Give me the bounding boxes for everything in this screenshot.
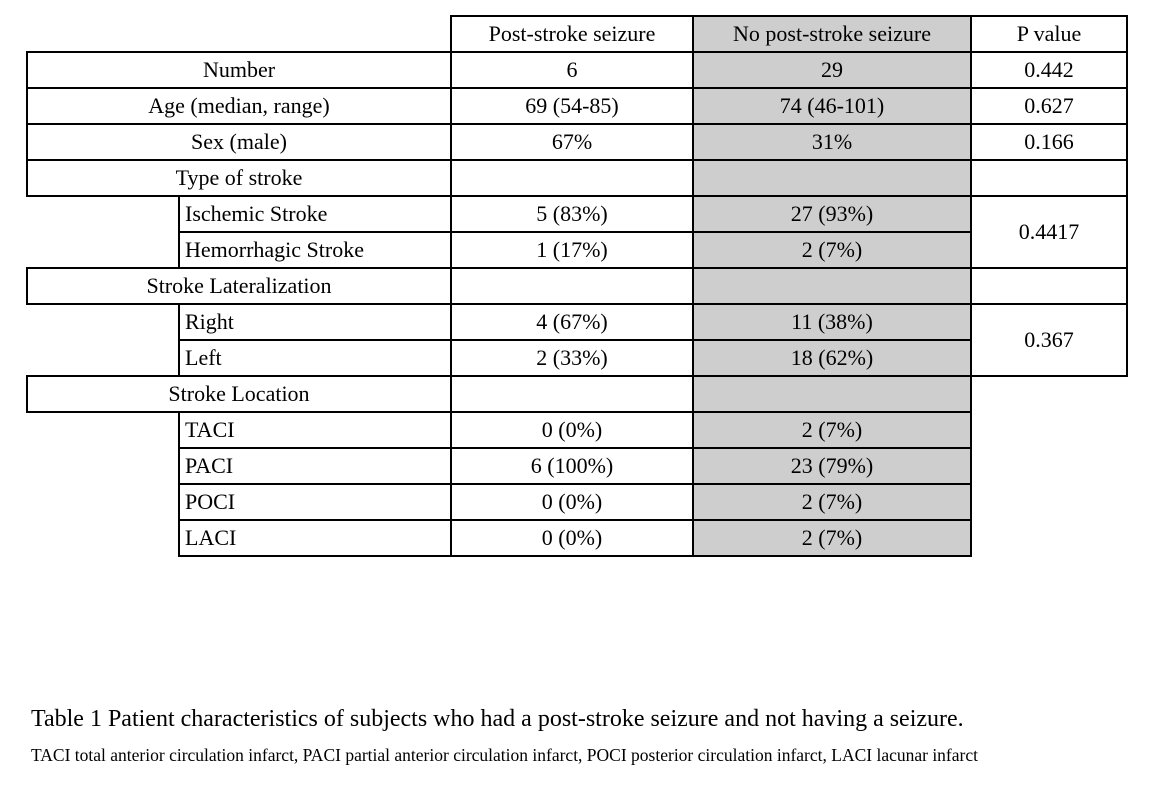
indent-spacer: [27, 448, 179, 484]
table-row-number: [27, 52, 1127, 88]
section-label: Stroke Lateralization: [27, 268, 451, 304]
table-row-left: [27, 340, 1127, 376]
row-label: Number: [27, 52, 451, 88]
column-header-no-post-stroke-seizure: No post-stroke seizure: [693, 16, 971, 52]
table-row-hemorrhagic-stroke: [27, 232, 1127, 268]
empty-cell: [971, 160, 1127, 196]
table-section-stroke-lateralization: [27, 268, 1127, 304]
section-label: Stroke Location: [27, 376, 451, 412]
cell-p-value-lateralization: 0.367: [971, 304, 1127, 376]
cell-no-post-stroke-seizure: 27 (93%): [693, 196, 971, 232]
indent-spacer: [27, 340, 179, 376]
patient-characteristics-table: [26, 15, 1128, 557]
cell-no-post-stroke-seizure: 2 (7%): [693, 520, 971, 556]
cell-p-value-type-of-stroke: 0.4417: [971, 196, 1127, 268]
empty-cell: [451, 160, 693, 196]
table-footnote: TACI total anterior circulation infarct, PACI partial anterior circulation infarct, POCI posterior circulation infarct, LACI lacunar infarct: [31, 745, 978, 765]
cell-post-stroke-seizure: 0 (0%): [451, 412, 693, 448]
indent-spacer: [27, 304, 179, 340]
empty-cell-highlighted: [693, 268, 971, 304]
row-sublabel: Left: [179, 340, 451, 376]
row-sublabel: Hemorrhagic Stroke: [179, 232, 451, 268]
cell-no-post-stroke-seizure: 29: [693, 52, 971, 88]
indent-spacer: [27, 520, 179, 556]
indent-spacer: [27, 196, 179, 232]
cell-no-post-stroke-seizure: 23 (79%): [693, 448, 971, 484]
no-cell: [971, 484, 1127, 520]
indent-spacer: [27, 232, 179, 268]
cell-post-stroke-seizure: 0 (0%): [451, 520, 693, 556]
cell-post-stroke-seizure: 6 (100%): [451, 448, 693, 484]
empty-cell: [971, 268, 1127, 304]
section-label: Type of stroke: [27, 160, 451, 196]
cell-no-post-stroke-seizure: 18 (62%): [693, 340, 971, 376]
table-row-laci: [27, 520, 1127, 556]
table-header-row: [27, 16, 1127, 52]
row-sublabel: Right: [179, 304, 451, 340]
table-row-poci: [27, 484, 1127, 520]
cell-no-post-stroke-seizure: 74 (46-101): [693, 88, 971, 124]
header-empty-cell: [27, 16, 451, 52]
table-caption: Table 1 Patient characteristics of subjects who had a post-stroke seizure and not having a seizure.: [31, 706, 964, 732]
table-section-stroke-location: [27, 376, 1127, 412]
row-label: Sex (male): [27, 124, 451, 160]
row-sublabel: Ischemic Stroke: [179, 196, 451, 232]
cell-p-value: 0.442: [971, 52, 1127, 88]
no-cell: [971, 412, 1127, 448]
table-row-right: [27, 304, 1127, 340]
no-cell: [971, 376, 1127, 412]
cell-post-stroke-seizure: 1 (17%): [451, 232, 693, 268]
cell-no-post-stroke-seizure: 31%: [693, 124, 971, 160]
cell-p-value: 0.166: [971, 124, 1127, 160]
table-section-type-of-stroke: [27, 160, 1127, 196]
table-row-paci: [27, 448, 1127, 484]
row-sublabel: LACI: [179, 520, 451, 556]
empty-cell-highlighted: [693, 376, 971, 412]
indent-spacer: [27, 412, 179, 448]
cell-p-value: 0.627: [971, 88, 1127, 124]
column-header-p-value: P value: [971, 16, 1127, 52]
cell-post-stroke-seizure: 67%: [451, 124, 693, 160]
column-header-post-stroke-seizure: Post-stroke seizure: [451, 16, 693, 52]
empty-cell: [451, 376, 693, 412]
cell-post-stroke-seizure: 69 (54-85): [451, 88, 693, 124]
indent-spacer: [27, 484, 179, 520]
table-row-age: [27, 88, 1127, 124]
row-sublabel: POCI: [179, 484, 451, 520]
cell-post-stroke-seizure: 4 (67%): [451, 304, 693, 340]
cell-post-stroke-seizure: 0 (0%): [451, 484, 693, 520]
table-row-sex: [27, 124, 1127, 160]
empty-cell: [451, 268, 693, 304]
table-row-taci: [27, 412, 1127, 448]
empty-cell-highlighted: [693, 160, 971, 196]
row-label: Age (median, range): [27, 88, 451, 124]
row-sublabel: PACI: [179, 448, 451, 484]
cell-no-post-stroke-seizure: 2 (7%): [693, 232, 971, 268]
no-cell: [971, 520, 1127, 556]
cell-post-stroke-seizure: 6: [451, 52, 693, 88]
cell-post-stroke-seizure: 2 (33%): [451, 340, 693, 376]
cell-no-post-stroke-seizure: 2 (7%): [693, 412, 971, 448]
row-sublabel: TACI: [179, 412, 451, 448]
cell-no-post-stroke-seizure: 2 (7%): [693, 484, 971, 520]
cell-no-post-stroke-seizure: 11 (38%): [693, 304, 971, 340]
cell-post-stroke-seizure: 5 (83%): [451, 196, 693, 232]
table-row-ischemic-stroke: [27, 196, 1127, 232]
no-cell: [971, 448, 1127, 484]
